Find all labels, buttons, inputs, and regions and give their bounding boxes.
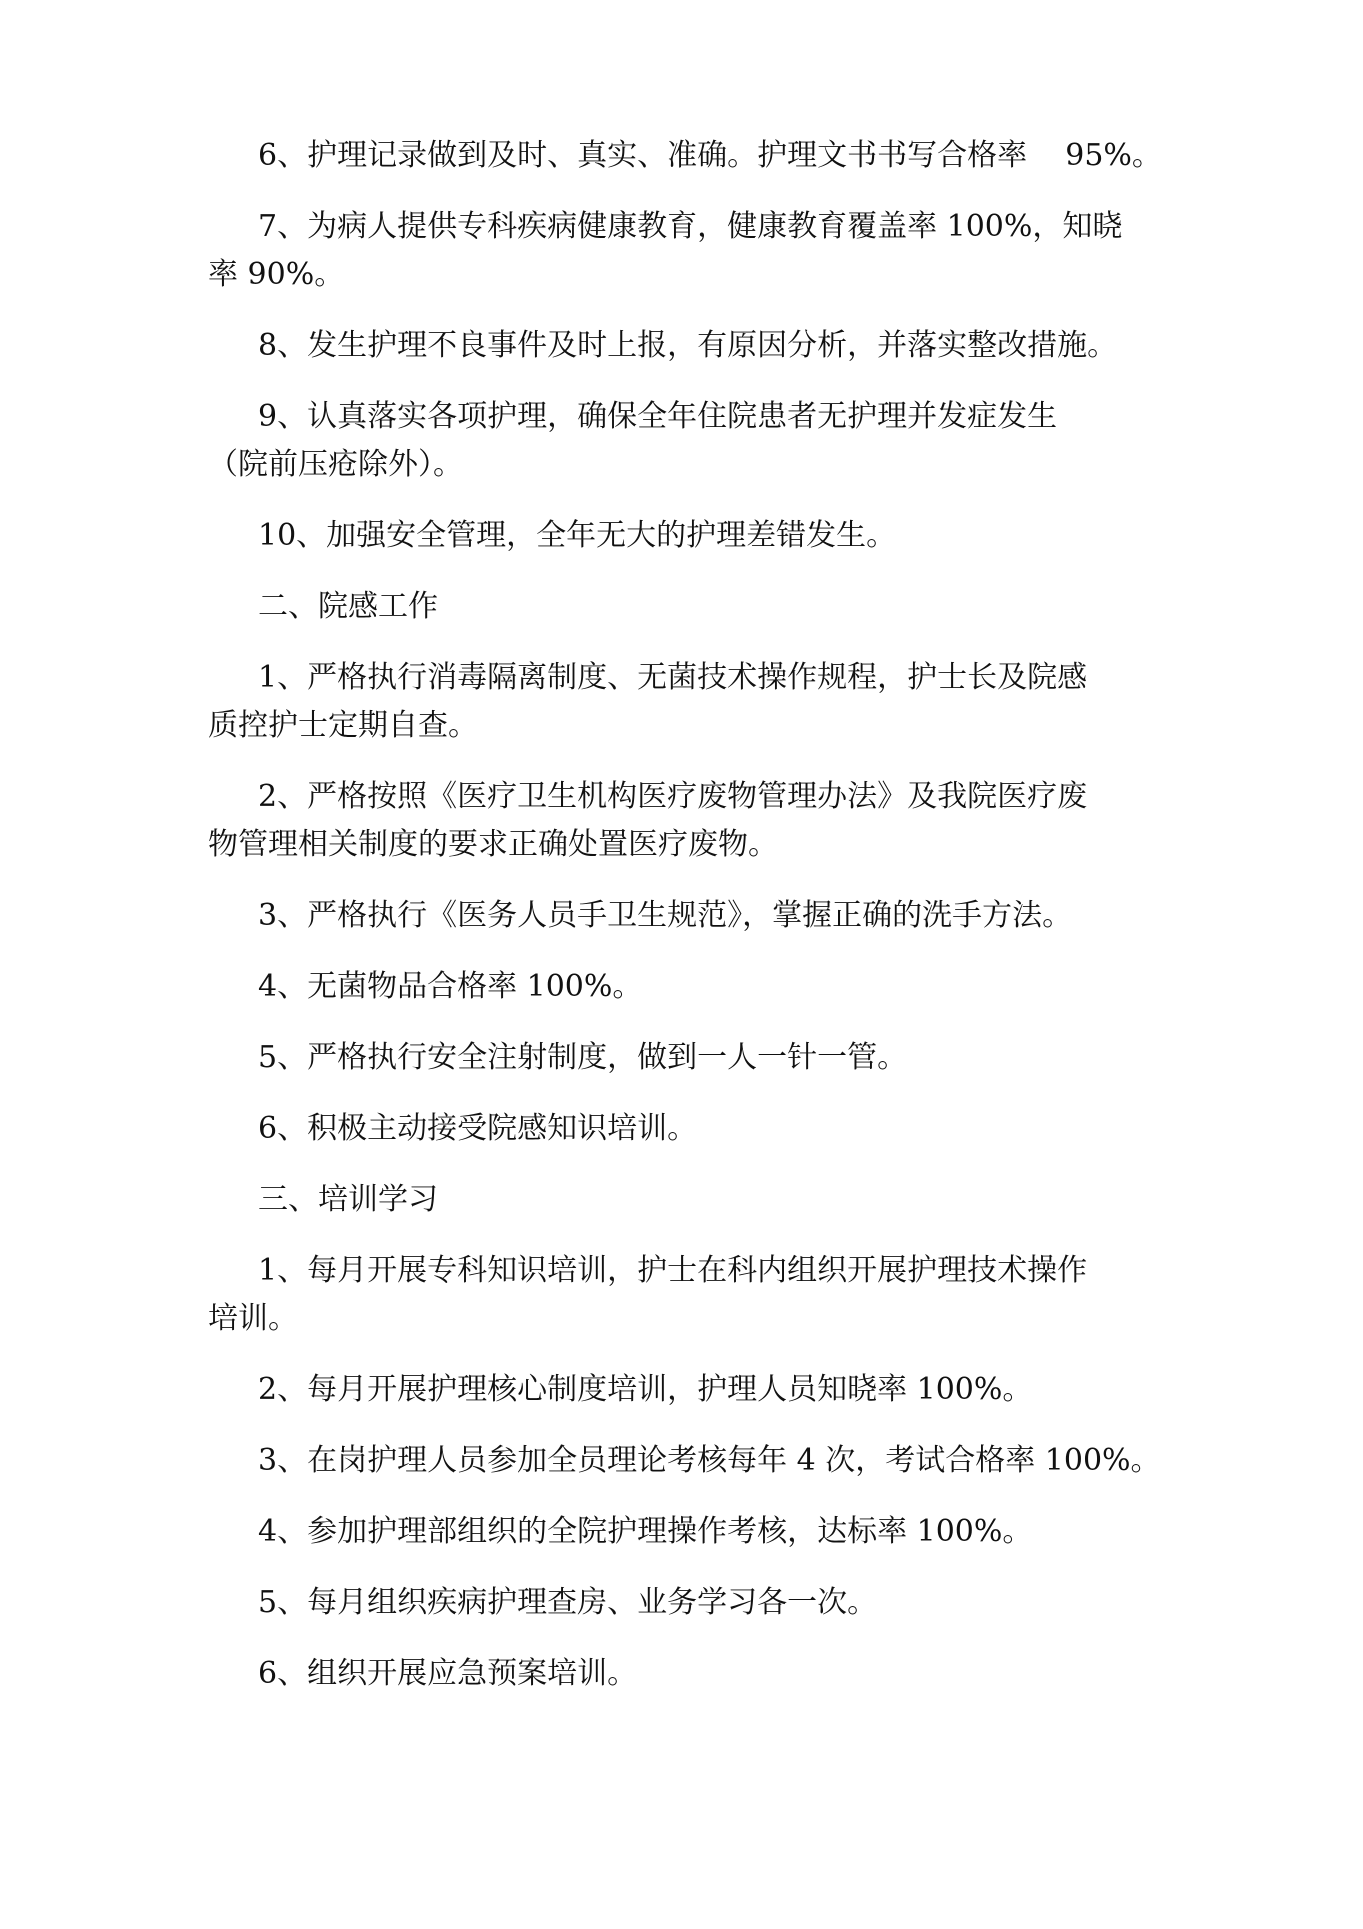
paragraph-line: 6、组织开展应急预案培训。: [258, 1656, 638, 1691]
paragraph: [208, 892, 1208, 940]
paragraph-line: 3、在岗护理人员参加全员理论考核每年 4 次，考试合格率 100%。: [258, 1443, 1161, 1478]
paragraph-continuation-line: 培训。: [208, 1301, 298, 1336]
paragraph: [208, 1366, 1208, 1414]
paragraph-line: 1、每月开展专科知识培训，护士在科内组织开展护理技术操作: [258, 1253, 1088, 1288]
paragraph: [208, 773, 1208, 869]
paragraph: [208, 393, 1208, 489]
paragraph: [208, 1650, 1208, 1698]
paragraph-continuation-line: 质控护士定期自查。: [208, 708, 478, 743]
paragraph: [208, 654, 1208, 750]
paragraph: [208, 203, 1208, 299]
paragraph: [208, 963, 1208, 1011]
paragraph-line: 二、院感工作: [258, 589, 438, 624]
paragraph-line: 3、严格执行《医务人员手卫生规范》，掌握正确的洗手方法。: [258, 898, 1073, 933]
paragraph-line: 1、严格执行消毒隔离制度、无菌技术操作规程，护士长及院感: [258, 660, 1088, 695]
paragraph: [208, 512, 1208, 560]
paragraph-continuation-line: （院前压疮除外）。: [208, 447, 463, 482]
paragraph: [208, 1247, 1208, 1343]
paragraph-line: 2、每月开展护理核心制度培训，护理人员知晓率 100%。: [258, 1372, 1033, 1407]
paragraph: [208, 1034, 1208, 1082]
paragraph: [208, 1508, 1208, 1556]
paragraph: [208, 1437, 1208, 1485]
paragraph-line: 10、加强安全管理，全年无大的护理差错发生。: [258, 518, 897, 553]
paragraph-line: 8、发生护理不良事件及时上报，有原因分析，并落实整改措施。: [258, 328, 1118, 363]
paragraph-line: 4、参加护理部组织的全院护理操作考核，达标率 100%。: [258, 1514, 1033, 1549]
paragraph-line: 4、无菌物品合格率 100%。: [258, 969, 643, 1004]
paragraph-line: 2、严格按照《医疗卫生机构医疗废物管理办法》及我院医疗废: [258, 779, 1088, 814]
paragraph: [208, 322, 1208, 370]
paragraph-continuation-line: 率 90%。: [208, 257, 345, 292]
paragraph-line: 6、护理记录做到及时、真实、准确。护理文书书写合格率 95%。: [258, 138, 1162, 173]
paragraph-line: 9、认真落实各项护理，确保全年住院患者无护理并发症发生: [258, 399, 1058, 434]
paragraph-line: 5、每月组织疾病护理查房、业务学习各一次。: [258, 1585, 878, 1620]
paragraph-continuation-line: 物管理相关制度的要求正确处置医疗废物。: [208, 827, 778, 862]
paragraph: [208, 132, 1208, 180]
paragraph: [208, 1579, 1208, 1627]
paragraph-line: 6、积极主动接受院感知识培训。: [258, 1111, 698, 1146]
paragraph-line: 7、为病人提供专科疾病健康教育，健康教育覆盖率 100%，知晓: [258, 209, 1123, 244]
document-body: [208, 132, 1208, 1721]
paragraph: [208, 1105, 1208, 1153]
paragraph-line: 5、严格执行安全注射制度，做到一人一针一管。: [258, 1040, 908, 1075]
paragraph-line: 三、培训学习: [258, 1182, 438, 1217]
paragraph: [208, 1176, 1208, 1224]
paragraph: [208, 583, 1208, 631]
